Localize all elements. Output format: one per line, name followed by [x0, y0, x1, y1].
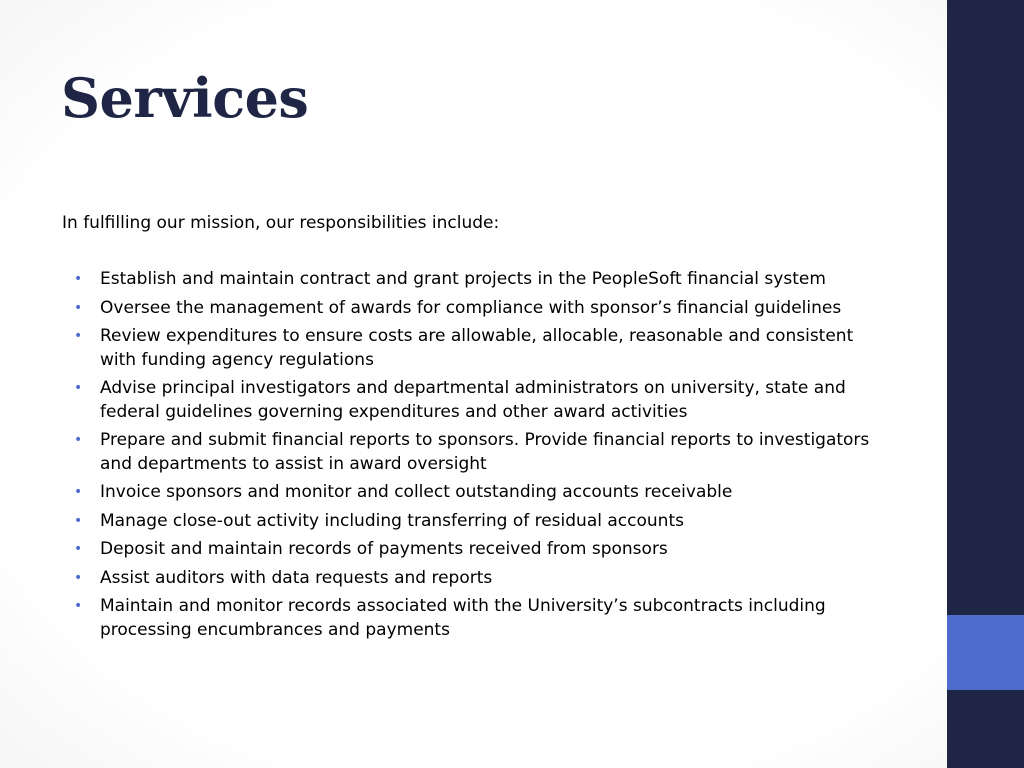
bullet-icon: • [74, 271, 83, 287]
list-item [74, 481, 874, 505]
list-item [74, 567, 874, 591]
bullet-icon: • [74, 299, 83, 316]
bullet-icon: • [74, 512, 83, 529]
list-item-text: Deposit and maintain records of payments received from sponsors [100, 539, 668, 559]
list-item [74, 595, 874, 642]
intro-text: In fulfilling our mission, our responsibilities include: [62, 213, 500, 233]
bullet-icon: • [74, 328, 83, 344]
list-item [74, 429, 874, 476]
list-item-text: Review expenditures to ensure costs are allowable, allocable, reasonable and consistent with funding agency regulations [100, 326, 854, 370]
list-item-text: Oversee the management of awards for compliance with sponsor’s financial guidelines [100, 297, 842, 318]
bullet-icon: • [74, 541, 83, 557]
bullet-icon: • [74, 598, 83, 614]
list-item [74, 325, 874, 372]
list-item-text: Maintain and monitor records associated with the University’s subcontracts including processing encumbrances and payments [100, 596, 826, 640]
list-item-text: Prepare and submit financial reports to sponsors. Provide financial reports to investigators and departments to assist in award oversight [100, 430, 870, 474]
list-item-text: Manage close-out activity including transferring of residual accounts [100, 510, 684, 531]
list-item [74, 297, 874, 321]
list-item-text: Assist auditors with data requests and reports [100, 567, 493, 588]
bullet-icon: • [74, 432, 83, 448]
list-item-text: Advise principal investigators and departmental administrators on university, state and federal guidelines governing expenditures and other award activities [100, 378, 846, 422]
bullet-icon: • [74, 569, 83, 586]
responsibilities-list [74, 268, 874, 647]
list-item-text: Invoice sponsors and monitor and collect outstanding accounts receivable [100, 482, 733, 502]
list-item-text: Establish and maintain contract and grant projects in the PeopleSoft financial system [100, 269, 826, 289]
list-item [74, 510, 874, 534]
list-item [74, 377, 874, 424]
list-item [74, 268, 874, 292]
bullet-icon: • [74, 380, 83, 396]
side-accent-block [947, 615, 1024, 690]
bullet-icon: • [74, 484, 83, 500]
slide-title: Services [61, 66, 309, 130]
list-item [74, 538, 874, 562]
